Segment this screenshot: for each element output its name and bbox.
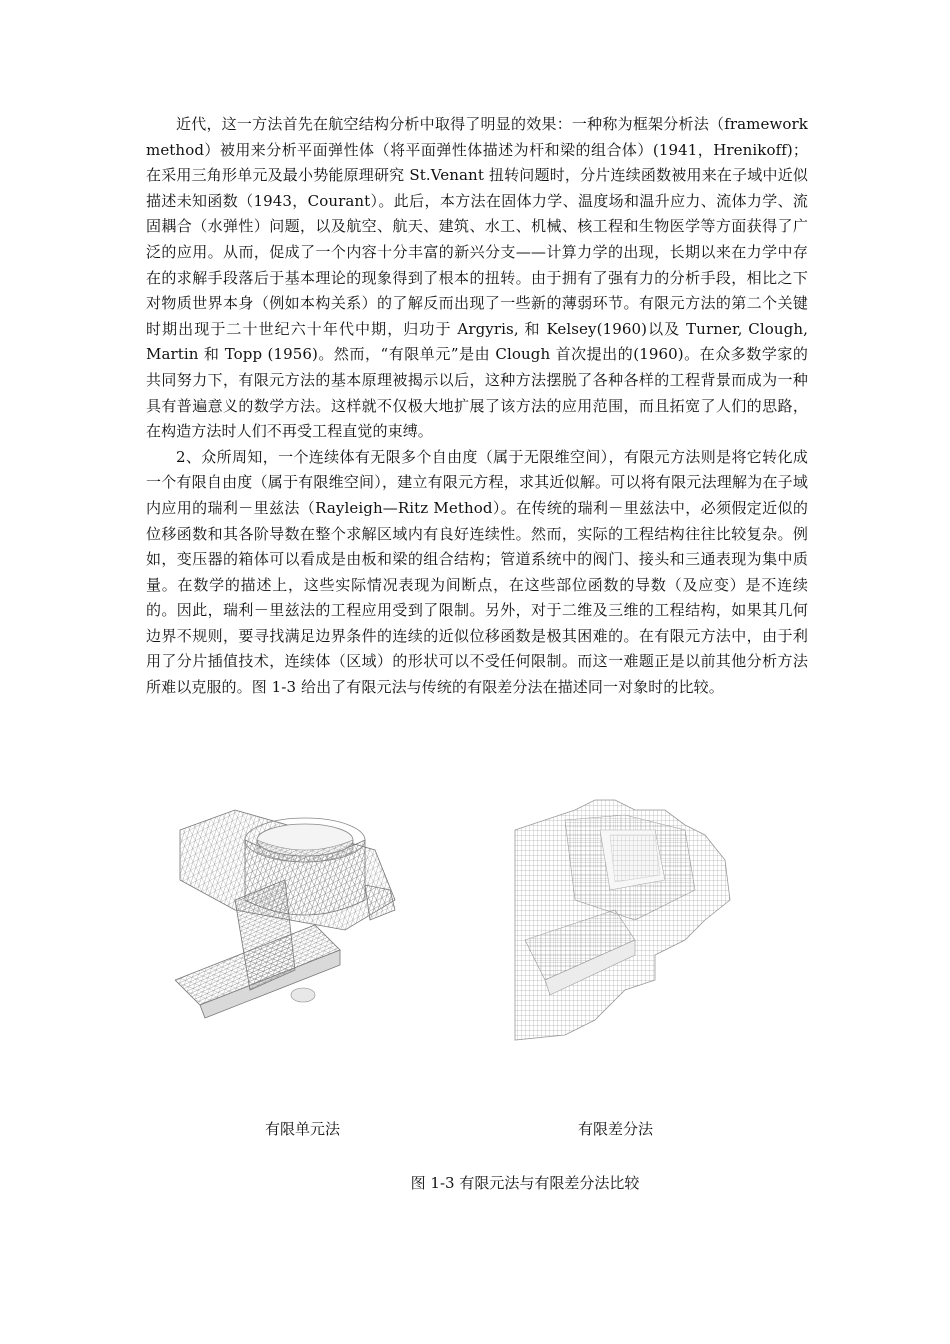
body-text [146, 112, 808, 701]
figure-caption: 图 1-3 有限元法与有限差分法比较 [410, 1174, 640, 1192]
fem-caption: 有限单元法 [265, 1120, 341, 1138]
paragraph-1: 近代，这一方法首先在航空结构分析中取得了明显的效果：一种称为框架分析法（framework method）被用来分析平面弹性体（将平面弹性体描述为杆和梁的组合体）(1941，Hrenikoff)；在采用三角形单元及最小势能原理研究 St.Venant 扭转问题时，分片连续函数被用来在子域中近似描述未知函数（1943，Courant）。此后，本方法在固体力学、温度场和温升应力、流体力学、流固耦合（水弹性）问题，以及航空、航天、建筑、水工、机械、核工程和生物医学等方面获得了广泛的应用。从而，促成了一个内容十分丰富的新兴分支——计算力学的出现，长期以来在力学中存在的求解手段落后于基本理论的现象得到了根本的扭转。由于拥有了强有力的分析手段，相比之下对物质世界本身（例如本构关系）的了解反而出现了一些新的薄弱环节。有限元方法的第二个关键时期出现于二十世纪六十年代中期，归功于 Argyris, 和 Kelsey(1960)以及 Turner, Clough, Martin 和 Topp (1956)。然而，“有限单元”是由 Clough 首次提出的(1960)。在众多数学家的共同努力下，有限元方法的基本原理被揭示以后，这种方法摆脱了各种各样的工程背景而成为一种具有普遍意义的数学方法。这样就不仅极大地扩展了该方法的应用范围，而且拓宽了人们的思路，在构造方法时人们不再受工程直觉的束缚。 [146, 115, 808, 441]
fem-mesh-image [175, 790, 425, 1050]
paragraph-2: 2、众所周知，一个连续体有无限多个自由度（属于无限维空间），有限元方法则是将它转化成一个有限自由度（属于有限维空间），建立有限元方程，求其近似解。可以将有限元法理解为在子域内应用的瑞利－里兹法（Rayleigh—Ritz Method）。在传统的瑞利－里兹法中，必须假定近似的位移函数和其各阶导数在整个求解区域内有良好连续性。然而，实际的工程结构往往比较复杂。例如，变压器的箱体可以看成是由板和梁的组合结构；管道系统中的阀门、接头和三通表现为集中质量。在数学的描述上，这些实际情况表现为间断点，在这些部位函数的导数（及应变）是不连续的。因此，瑞利－里兹法的工程应用受到了限制。另外，对于二维及三维的工程结构，如果其几何边界不规则，要寻找满足边界条件的连续的近似位移函数是极其困难的。在有限元方法中，由于利用了分片插值技术，连续体（区域）的形状可以不受任何限制。而这一难题正是以前其他分析方法所难以克服的。图 1-3 给出了有限元法与传统的有限差分法在描述同一对象时的比较。 [146, 447, 808, 697]
fdm-mesh-image [505, 790, 755, 1050]
fdm-caption: 有限差分法 [578, 1120, 654, 1138]
figure-1-3 [175, 790, 775, 1060]
